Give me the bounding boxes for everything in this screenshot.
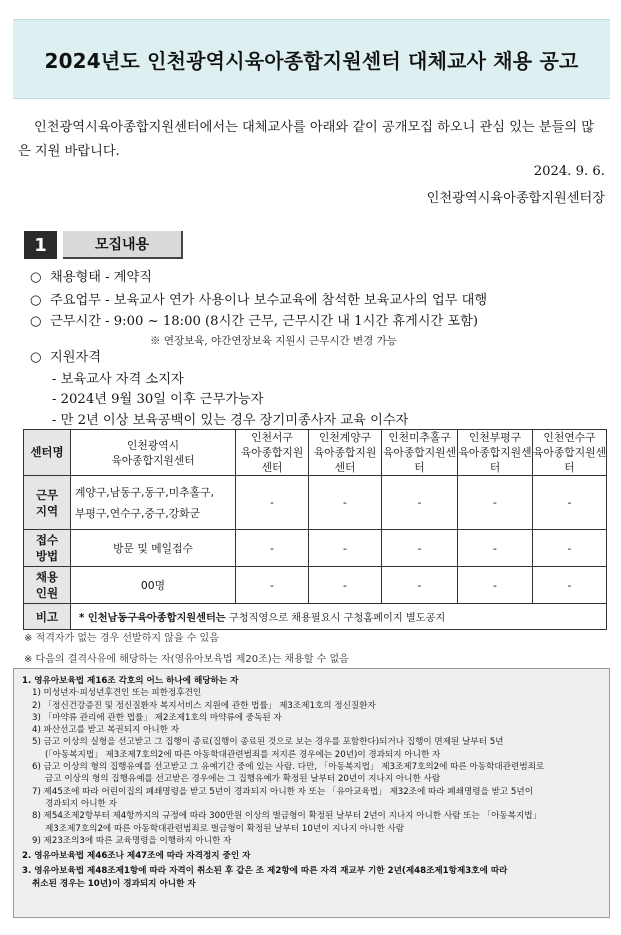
list-item: 1) 미성년자·피성년후견인 또는 피한정후견인 xyxy=(32,688,202,699)
table-note-row xyxy=(24,604,607,630)
row-label-count: 채용 인원 xyxy=(24,567,71,604)
intro-paragraph: 인천광역시육아종합지원센터에서는 대체교사를 아래와 같이 공개모집 하오니 관심 있는 분들의 많은 지원 바랍니다. xyxy=(18,120,595,159)
table-cell: - xyxy=(309,567,382,604)
announcement-date: 2024. 9. 6. xyxy=(533,164,605,179)
list-item: 5) 금고 이상의 실형을 선고받고 그 집행이 종료(집행이 종료된 것으로 보는 경우를 포함한다)되거나 집행이 면제된 날부터 5년 xyxy=(32,737,504,748)
circle-bullet-icon: ○ xyxy=(30,350,42,365)
table-cell: - xyxy=(533,530,607,567)
list-item: 4) 파산선고를 받고 복권되지 아니한 자 xyxy=(32,725,180,736)
table-row xyxy=(24,567,607,604)
list-item-continued: 경과되지 아니한 자 xyxy=(45,798,117,809)
table-row xyxy=(24,476,607,530)
qualification-1: - 보육교사 자격 소지자 xyxy=(52,372,184,387)
reason-heading-1: 1. 영유아보육법 제16조 각호의 어느 하나에 해당하는 자 xyxy=(22,676,239,686)
list-item: 6) 금고 이상의 형의 집행유예를 선고받고 그 유예기간 중에 있는 사람. 다만, 「아동복지법」 제3조제7호의2에 따른 아동학대관련범죄로 xyxy=(32,762,545,773)
table-cell: - xyxy=(236,476,309,530)
item-duty: ○ 주요업무 - 보육교사 연가 사용이나 보수교육에 참석한 보육교사의 업무 대행 xyxy=(30,293,488,308)
item-hours: ○ 근무시간 - 9:00 ~ 18:00 (8시간 근무, 근무시간 내 1시간 휴게시간 포함) xyxy=(30,314,479,329)
table-row xyxy=(24,530,607,567)
row-label-note: 비고 xyxy=(24,604,71,630)
section-number: 1 xyxy=(24,231,57,259)
header-center-4: 인천미추홀구 육아종합지원센터 xyxy=(382,431,456,474)
list-item-continued: 제3조제7호의2에 따른 아동학대관련범죄로 벌금형이 확정된 날부터 10년이 지나지 아니한 사람 xyxy=(45,823,405,834)
reason-heading-3: 3. 영유아보육법 제48조제1항에 따라 자격이 취소된 후 같은 조 제2항에 따른 자격 재교부 기한 2년(제48조제1항제3호에 따라 xyxy=(22,866,508,877)
list-item: 9) 제23조의3에 따른 교육명령을 이행하지 아니한 자 xyxy=(32,835,232,846)
warning-note-2: ※ 다음의 결격사유에 해당하는 자(영유아보육법 제20조)는 채용할 수 없음 xyxy=(24,654,349,665)
list-item: 8) 제54조제2항부터 제4항까지의 규정에 따라 300만원 이상의 벌금형이 확정된 날부터 2년이 지나지 아니한 사람 또는 「아동복지법」 xyxy=(32,811,542,822)
item-qualification: ○ 지원자격 xyxy=(30,350,101,365)
item-employment: ○ 채용형태 - 계약직 xyxy=(30,270,153,285)
hours-note: ※ 연장보육, 야간연장보육 지원시 근무시간 변경 가능 xyxy=(150,335,397,347)
table-cell: - xyxy=(458,567,533,604)
list-item-continued: (「아동복지법」 제3조제7호의2에 따른 아동학대관련범죄를 저지른 경우에는 20년)이 경과되지 아니한 자 xyxy=(45,749,441,760)
issuer-name: 인천광역시육아종합지원센터장 xyxy=(426,191,605,206)
list-item-continued: 금고 이상의 형의 집행유예를 선고받은 경우에는 그 집행유예가 확정된 날부터 20년이 지나지 아니한 사람 xyxy=(45,774,441,785)
page-title: 2024년도 인천광역시육아종합지원센터 대체교사 채용 공고 xyxy=(44,48,579,73)
reason-heading-2: 2. 영유아보육법 제46조나 제47조에 따라 자격정지 중인 자 xyxy=(22,851,251,862)
row-label-method: 접수 방법 xyxy=(24,530,71,567)
list-item: 7) 제45조에 따라 어린이집의 폐쇄명령을 받고 5년이 경과되지 아니한 자 또는 「유아교육법」 제32조에 따라 폐쇄명령을 받고 5년이 xyxy=(32,786,533,797)
reason-heading-3-continued: 취소된 경우는 10년)이 경과되지 아니한 자 xyxy=(32,878,196,889)
table-cell: - xyxy=(236,567,309,604)
table-cell: - xyxy=(533,476,607,530)
method-cell: 방문 및 메일접수 xyxy=(71,530,236,567)
title-banner xyxy=(13,19,610,99)
table-cell: - xyxy=(382,567,458,604)
qualification-2: - 2024년 9월 30일 이후 근무가능자 xyxy=(52,392,264,407)
recruitment-table xyxy=(23,429,607,630)
region-cell: 계양구,남동구,동구,미추홀구, 부평구,연수구,중구,강화군 xyxy=(71,476,236,530)
table-cell: - xyxy=(533,567,607,604)
header-center-6: 인천연수구 육아종합지원센터 xyxy=(533,431,607,474)
header-center-3: 인천계양구 육아종합지원센터 xyxy=(309,430,382,476)
table-header-row xyxy=(24,430,607,476)
table-cell: - xyxy=(458,530,533,567)
disqualification-box xyxy=(13,668,610,918)
warning-note-1: ※ 적격자가 없는 경우 선발하지 않을 수 있음 xyxy=(24,633,219,644)
row-label-region: 근무 지역 xyxy=(24,476,71,530)
list-item: 2) 「정신건강증진 및 정신질환자 복지서비스 지원에 관한 법률」 제3조제1호의 정신질환자 xyxy=(32,700,376,711)
header-center-2: 인천서구 육아종합지원센터 xyxy=(236,430,309,476)
section-title: 모집내용 xyxy=(63,231,183,259)
circle-bullet-icon: ○ xyxy=(30,314,42,329)
list-item: 3) 「마약류 관리에 관한 법률」 제2조제1호의 마약류에 중독된 자 xyxy=(32,712,282,723)
qualification-3: - 만 2년 이상 보육공백이 있는 경우 장기미종사자 교육 이수자 xyxy=(52,413,409,428)
header-center-1: 인천광역시 육아종합지원센터 xyxy=(71,430,236,476)
note-cell: * 인천남동구육아종합지원센터는 구청직영으로 채용필요시 구청홈페이지 별도공지 xyxy=(71,604,607,630)
circle-bullet-icon: ○ xyxy=(30,293,42,308)
table-cell: - xyxy=(309,530,382,567)
header-center-5: 인천부평구 육아종합지원센터 xyxy=(458,431,532,474)
circle-bullet-icon: ○ xyxy=(30,270,42,285)
table-cell: - xyxy=(382,530,458,567)
table-cell: - xyxy=(382,476,458,530)
table-cell: - xyxy=(458,476,533,530)
table-cell: - xyxy=(309,476,382,530)
header-center-label: 센터명 xyxy=(24,430,71,476)
count-cell: 00명 xyxy=(71,567,236,604)
table-cell: - xyxy=(236,530,309,567)
